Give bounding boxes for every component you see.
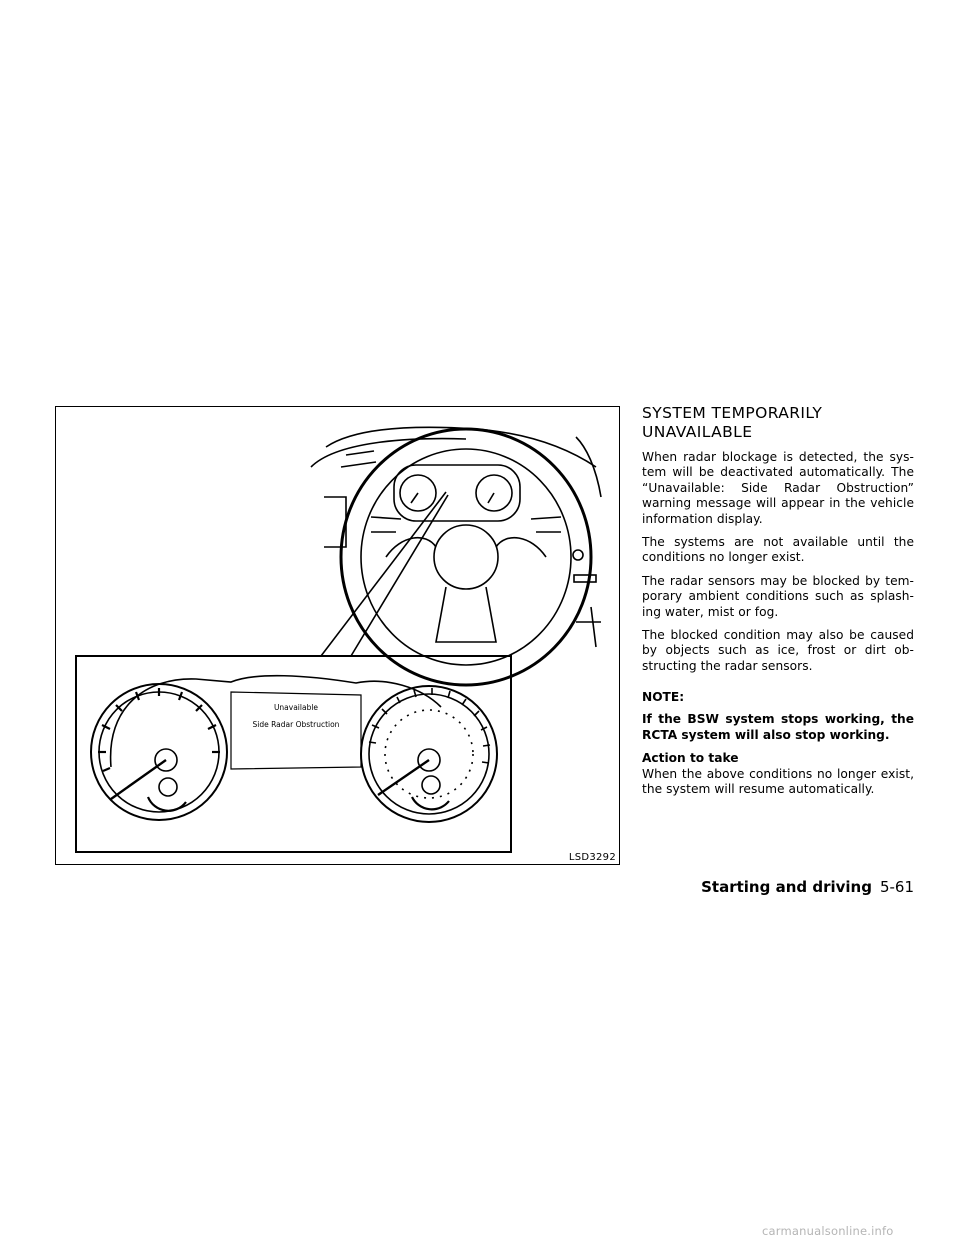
text-column xyxy=(642,404,914,805)
paragraph-4: The blocked condition may also be caused by objects such as ice, frost or dirt ob- structing the radar sensors. xyxy=(642,628,914,673)
footer-section: Starting and driving xyxy=(701,878,872,896)
illustration-figure xyxy=(55,406,620,865)
display-message-line2: Side Radar Obstruction xyxy=(252,720,340,729)
page-number: 5-61 xyxy=(879,878,914,896)
note-label: NOTE: xyxy=(642,690,685,705)
display-message-line1: Unavailable xyxy=(273,703,319,712)
note-text: If the BSW system stops working, the RCTA system will also stop working. xyxy=(642,712,914,742)
heading-line2: UNAVAILABLE xyxy=(642,423,753,441)
watermark: carmanualsonline.info xyxy=(762,1224,894,1238)
section-heading xyxy=(642,404,914,442)
figure-code: LSD3292 xyxy=(568,852,616,863)
dashboard-illustration xyxy=(56,407,621,866)
heading-line1: SYSTEM TEMPORARILY xyxy=(642,404,823,422)
paragraph-2: The systems are not available until the conditions no longer exist. xyxy=(642,535,914,565)
action-heading: Action to take xyxy=(642,751,739,766)
page-footer xyxy=(701,878,914,896)
paragraph-3: The radar sensors may be blocked by tem- porary ambient conditions such as splash- ing water, mist or fog. xyxy=(642,573,914,619)
paragraph-1: When radar blockage is detected, the sys- tem will be deactivated automatically. The “Unavailable: Side Radar Obstruction” warning message will appear in the vehicle information display. xyxy=(642,450,914,526)
action-text: When the above conditions no longer exist, the system will resume automatically. xyxy=(642,766,914,796)
